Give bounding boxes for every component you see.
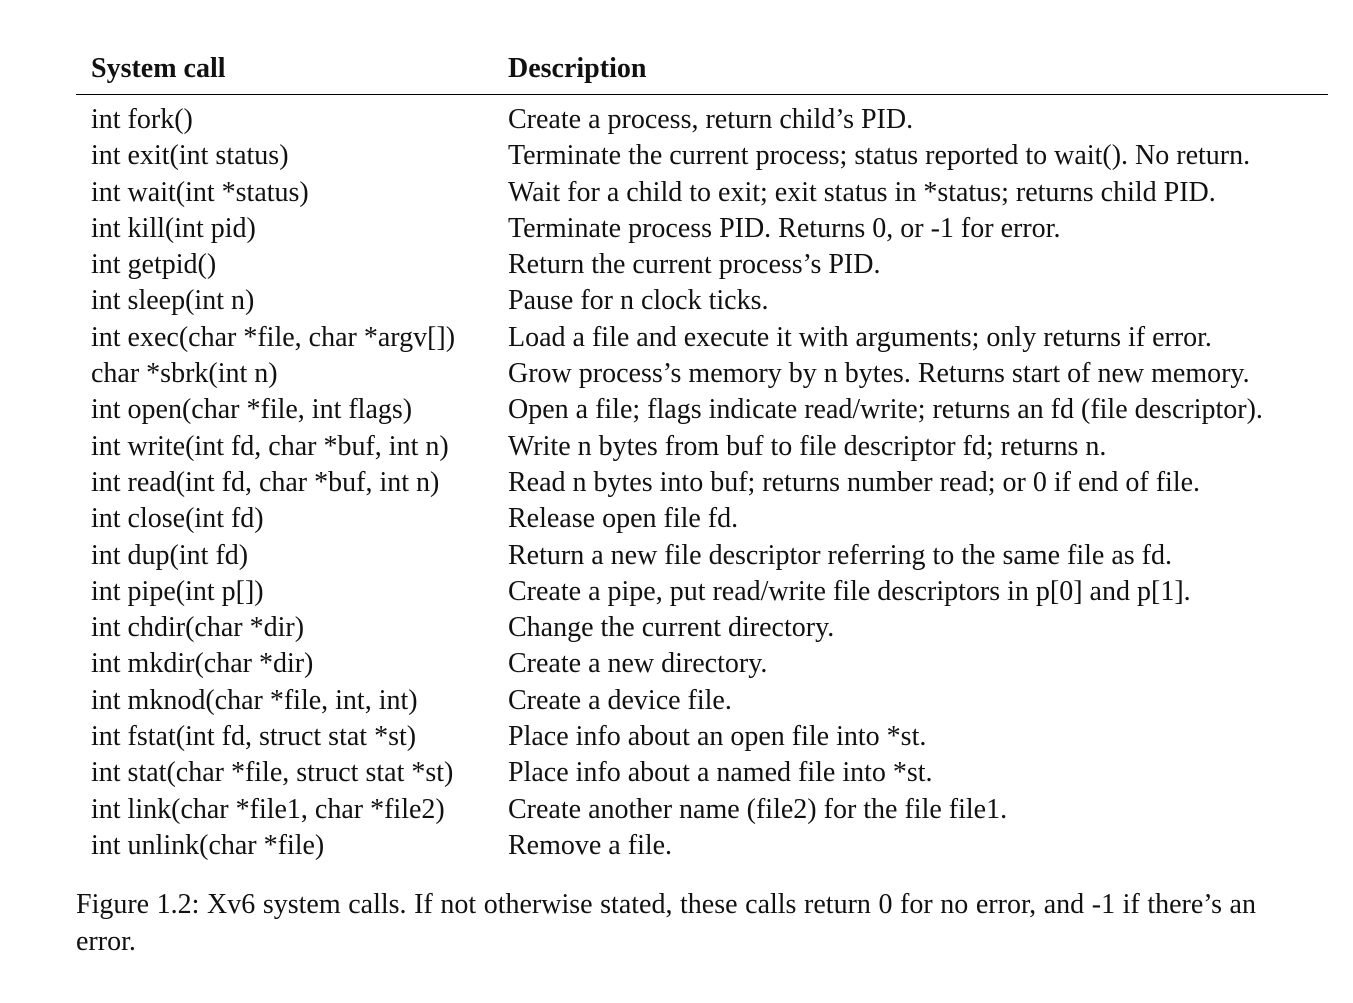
table-row [76,356,1328,392]
description-cell: Create a process, return child’s PID. [508,104,914,135]
table-row [76,755,1328,791]
column-header-system-call: System call [76,50,508,95]
description-cell: Read n bytes into buf; returns number read; or 0 if end of file. [508,466,1201,498]
description-cell: Create a pipe, put read/write file descriptors in p[0] and p[1]. [508,575,1191,607]
table-row [76,610,1328,646]
table-row [76,95,1328,139]
system-call-cell: int unlink(char *file) [91,829,325,861]
description-cell: Return the current process’s PID. [508,249,881,281]
description-cell: Terminate process PID. Returns 0, or -1 for error. [508,212,1061,244]
description-cell: Create a new directory. [508,648,768,680]
column-header-description: Description [508,50,1328,95]
description-cell: Create a device file. [508,684,732,716]
system-call-cell: int write(int fd, char *buf, int n) [91,430,449,462]
description-cell: Grow process’s memory by n bytes. Returns start of new memory. [508,358,1250,390]
system-call-cell: int dup(int fd) [91,539,249,571]
table-row [76,646,1328,682]
header-row [76,50,1328,95]
system-call-cell: int chdir(char *dir) [91,612,305,644]
system-call-cell: int fstat(int fd, struct stat *st) [91,721,417,753]
description-cell: Load a file and execute it with arguments; only returns if error. [508,321,1212,353]
description-cell: Wait for a child to exit; exit status in *status; returns child PID. [508,176,1216,208]
description-cell: Change the current directory. [508,612,835,644]
table-row [76,574,1328,610]
description-cell: Remove a file. [508,829,673,861]
table-row [76,538,1328,574]
description-cell: Place info about an open file into *st. [508,721,927,753]
description-cell: Open a file; flags indicate read/write; returns an fd (file descriptor). [508,394,1263,426]
table-header [76,50,1328,95]
table-row [76,392,1328,428]
system-call-cell: int open(char *file, int flags) [91,394,413,426]
system-call-cell: int kill(int pid) [91,212,256,244]
table-row [76,320,1328,356]
description-cell: Pause for n clock ticks. [508,285,769,317]
table-row [76,247,1328,283]
system-call-cell: char *sbrk(int n) [91,358,278,390]
system-call-cell: int wait(int *status) [91,176,309,208]
table-row [76,138,1328,174]
system-call-cell: int exec(char *file, char *argv[]) [91,321,456,353]
table-row [76,501,1328,537]
description-cell: Release open file fd. [508,503,739,535]
system-call-cell: int pipe(int p[]) [91,575,264,607]
system-call-cell: int mkdir(char *dir) [91,648,314,680]
system-call-cell: int exit(int status) [91,140,289,172]
table-row [76,283,1328,319]
system-call-cell: int getpid() [91,249,217,281]
table-row [76,211,1328,247]
system-call-cell: int stat(char *file, struct stat *st) [91,757,454,789]
description-cell: Write n bytes from buf to file descriptor fd; returns n. [508,430,1107,462]
description-cell: Place info about a named file into *st. [508,757,933,789]
table-body [76,95,1328,865]
figure [76,50,1328,960]
table-row [76,683,1328,719]
system-call-cell: int read(int fd, char *buf, int n) [91,466,440,498]
table-row [76,719,1328,755]
system-call-cell: int mknod(char *file, int, int) [91,684,418,716]
description-cell: Terminate the current process; status reported to wait(). No return. [508,140,1251,172]
description-cell: Create another name (file2) for the file file1. [508,793,1008,825]
table-row [76,429,1328,465]
system-calls-table [76,50,1328,864]
table-row [76,828,1328,864]
description-cell: Return a new file descriptor referring to the same file as fd. [508,539,1172,571]
table-row [76,175,1328,211]
table-row [76,792,1328,828]
system-call-cell: int sleep(int n) [91,285,255,317]
system-call-cell: int fork() [91,104,193,135]
figure-caption: Figure 1.2: Xv6 system calls. If not otherwise stated, these calls return 0 for no error, and -1 if there’s an error. [76,889,1256,958]
system-call-cell: int close(int fd) [91,503,264,535]
table-row [76,465,1328,501]
system-call-cell: int link(char *file1, char *file2) [91,793,445,825]
